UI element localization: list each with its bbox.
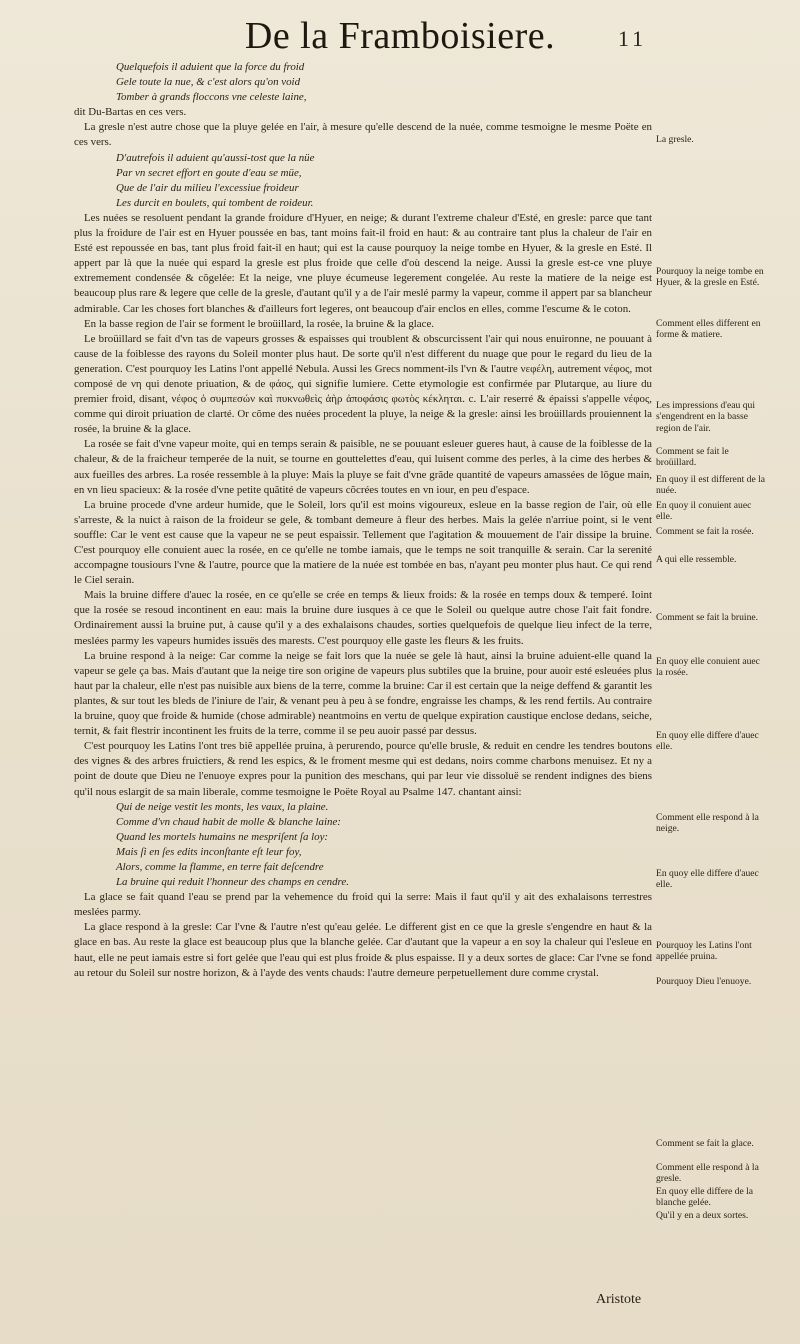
verse-line: Mais ſi en ſes edits inconſtante eſt leur foy, [116,845,302,858]
verse-line: Les durcit en boulets, qui tombent de roideur. [116,196,314,209]
verse-line: D'autrefois il aduient qu'aussi-tost que la nüe [116,151,315,164]
margin-note: En quoy elle differe de la blanche gelée. [656,1186,754,1209]
margin-note: Comment se fait le broüillard. [656,446,729,469]
margin-note: Pourquoy Dieu l'enuoye. [656,976,752,987]
paragraph: La gresle n'est autre chose que la pluye gelée en l'air, à mesure qu'elle descend de la nuée, comme tesmoigne le mesme Poëte en ces vers. [74,121,652,149]
paragraph: La glace respond à la gresle: Car l'vne & l'autre n'est qu'eau gelée. Le different gist en ce que la gresle s'engendre en haut & la glace en bas. Au reste la glace est beaucoup plus que la blanche gelée. Car d'autant que la vapeur a en soy la chaleur qui l'esleue en haut, elle ne peut iamais estre si fort gelée que l'eau qui est plus froide & plus espaisse. Il y a deux sortes de glace: Car l'vne se fond au retour du Soleil sur nostre horizon, & à l'ayde des vents chauds: l'autre demeure perpetuellement dure comme crystal. [74,921,652,979]
running-header-title: De la Framboisiere. [244,15,556,57]
margin-note: En quoy il est different de la nuée. [656,474,766,497]
verse-line: Quand les mortels humains ne mespriſent ſa loy: [116,830,329,843]
margin-note: Comment elle respond à la gresle. [656,1162,759,1185]
verse-line: Que de l'air du milieu l'excessiue froideur [116,181,299,194]
margin-note: Qu'il y en a deux sortes. [656,1210,749,1221]
verse-line: Par vn secret effort en goute d'eau se müe, [116,166,302,179]
verse-block-gresle [116,151,652,211]
margin-note: Comment se fait la rosée. [656,526,754,537]
margin-note: Comment elle respond à la neige. [656,812,759,835]
verse-line: Gele toute la nue, & c'est alors qu'on void [116,76,301,89]
margin-note: Comment elles different en forme & matiere. [656,318,761,341]
verse-line: Quelquefois il aduient que la force du froid [116,61,305,73]
verse-line: Comme d'vn chaud habit de molle & blanche laine: [116,815,341,828]
paragraph: La rosée se fait d'vne vapeur moite, qui en temps serain & paisible, ne se pouuant esleuer gueres haut, à cause de la foiblesse de la chaleur, & de la fraicheur temperée de la nuit, se tourne en gouttelettes d'eau, qui luisent comme des perles, à la cime des herbes & aux fueilles des arbres. La rosée ressemble à la pluye: Mais la pluye se fait d'vne grãde quantité de vapeurs amassées de lõgue main, en vn lieu spacieux: & la rosée d'vne petite quãtité de vapeurs cõcrées toutes en vn iour, en peu d'espace. [74,438,652,496]
margin-note: En quoy elle differe d'auec elle. [656,730,759,753]
verse-line: Tomber à grands floccons vne celeste laine, [116,91,307,104]
paragraph: Les nuées se resoluent pendant la grande froidure d'Hyuer, en neige; & durant l'extreme chaleur d'Esté, en gresle: parce que tant plus la froidure de l'air est en Hyuer poussée en bas, tant moins fait-il froid en haut: & au contraire tant plus la chaleur de l'air en Esté est repoussée en bas, tant plus froid fait-il en haut; qui est la cause pourquoy la neige tombe en Hyuer, & la gresle en Esté. Il appert par là que la nuée qui espard la gresle est plus froide que celle d'où descend la neige. Aussi la gresle est-ce vne pluye extremement condensée & cõgelée: Et la neige, vne pluye écumeuse legerement congelée. Au reste la matiere de la neige est beaucoup plus rare & legere que celle de la gresle, d'autant qu'il y a de l'air meslé parmy la vapeur, comme il appert par sa blancheur admirable. Car les choses fort blanches & d'ailleurs fort legeres, ont beaucoup d'air enclos en elles, comme l'escume & le coton. [74,211,652,315]
verse-line: La bruine qui reduit l'honneur des champs en cendre. [116,876,349,889]
margin-note: Comment se fait la glace. [656,1138,754,1149]
margin-note: Comment se fait la bruine. [656,612,759,623]
paragraph: En la basse region de l'air se forment le broüillard, la rosée, la bruine & la glace. [84,317,435,330]
paragraph: Mais la bruine differe d'auec la rosée, en ce qu'elle se crée en temps & lieux froids: & la rosée en temps doux & temperé. Ioint que la rosée se resoud incontinent en eau: mais la bruine dure iusques à ce que le Soleil ou quelque autre chose l'ait fait fondre. Ordinairement aussi la bruine put, à cause qu'il y a des exhalaisons chaudes, sorties quelquefois de quelque lieu infect de la terre, meslées parmy les vapeurs humides issuës des marests. C'est pourquoy elle gaste les fleurs & les fruits. [74,589,652,647]
paragraph: C'est pourquoy les Latins l'ont tres biẽ appellée pruina, à perurendo, pource qu'elle brusle, & reduit en cendre les tendres boutons des vignes & des arbres fruictiers, & rend les espics, & le froment mesme qui est dedans, noirs comme charbons menuisez. Et ny a point de doute que Dieu ne l'enuoye expres pour la punition des meschans, qui par leur vie dissoluë se rendent indignes des biens qu'il nous eslargit de sa main liberale, comme tesmoigne le Poëte Royal au Psalme 147. chantant ainsi: [74,740,652,798]
margin-note: Pourquoy la neige tombe en Hyuer, & la gresle en Esté. [656,266,764,289]
paragraph: Le broüillard se fait d'vn tas de vapeurs grosses & espaisses qui troublent & obscurcissent l'air qui nous enuironne, ne pouuant à cause de la foiblesse des rayons du Soleil monter plus haut. De sorte qu'il n'est different du nuage que pour le regard du lieu de la generation. C'est pourquoy les Latins l'ont appellé Nebula. Aussi les Grecs nomment-ils l'vn & l'autre νεφέλη, autrement νέφος, mot composé de νη qui denote priuation, & de φάος, qui signifie lumiere. Cette etymologie est confirmée par Plutarque, au liure du premier froid, disant, νέφος ὁ συμπεσών καὶ πυκνωθεὶς ἀὴρ ἀποφάσις φωτὸς κέκληται. c. L'air reserré & épaissi s'appelle νέφος, comme qui diroit priuation de clarté. Or cõme des nuées procedent la pluye, la neige & la gresle: ainsi les broüillards prouiennent la rosée, la bruine & la glace. [74,332,652,436]
margin-note: A qui elle ressemble. [656,554,737,565]
verse-block-psalm [116,800,652,891]
verse-line: Alors, comme la flamme, en terre fait deſcendre [116,860,324,873]
verse-line: Qui de neige vestit les monts, les vaux, la plaine. [116,800,329,813]
verse-block-opening [116,60,652,105]
paragraph: La glace se fait quand l'eau se prend par la vehemence du froid qui la serre: Mais il faut qu'il y ait des exhalaisons terrestres meslées parmy. [74,891,652,919]
paragraph: La bruine respond à la neige: Car comme la neige se fait lors que la nuée se gele là haut, ainsi la bruine aduient-elle quand la vapeur se gele ça bas. Mais d'autant que la neige tire son origine de vapeurs plus subtiles que la bruine, pour auoir esté esleuées plus haut par la chaleur, elle n'est pas nuisible aux biens de la terre, comme la bruine: Car il est certain que la neige deffend & garantit les plantes, & sur tout les bleds de l'iniure de l'air, & venant peu à peu à se fondre, engraisse les champs, & les rend fertils. Au contraire la bruine, quoy que froide & humide (chose admirable) neantmoins en vertu de quelque expiration caustique enclose dedans, seiche, ternit, & fait flestrir incontinent les fruits de la terre, comme il se peu auoir passé par dessus. [74,649,652,738]
margin-note: Les impressions d'eau qui s'engendrent en la basse region de l'air. [656,400,755,434]
margin-note: Pourquoy les Latins l'ont appellée pruina. [656,940,752,963]
margin-note: En quoy il conuient auec elle. [656,500,752,523]
margin-note: En quoy elle differe d'auec elle. [656,868,759,891]
catchword: Aristote [596,1292,642,1307]
main-text-column [74,60,652,981]
paragraph: La bruine procede d'vne ardeur humide, que le Soleil, lors qu'il est moins vigoureux, esleue en la basse region de l'air, où elle s'arreste, & la nuict à raison de la froideur se gele, & tombant demeure à fleur des herbes. Mais la gelée n'arriue point, si le vent souffle: Car le vent est cause que la vapeur ne se peut espaissir. Tellement que l'agitation & mouuement de l'air dissipe la bruine. C'est pourquoy elle conuient auec la rosée, en ce qu'elle ne tombe iamais, que le temps ne soit tranquille & serain. Car la serenité accompagne tousiours l'vne & l'autre, pource que la matiere de la nuée est tombée en bas, n'ayant peu monter plus haut. Ce qui rend le Ciel serain. [74,498,652,587]
margin-note: En quoy elle conuient auec la rosée. [656,656,760,679]
margin-note: La gresle. [656,134,694,145]
page-number: 11 [618,26,648,51]
paragraph: dit Du-Bartas en ces vers. [74,106,187,119]
